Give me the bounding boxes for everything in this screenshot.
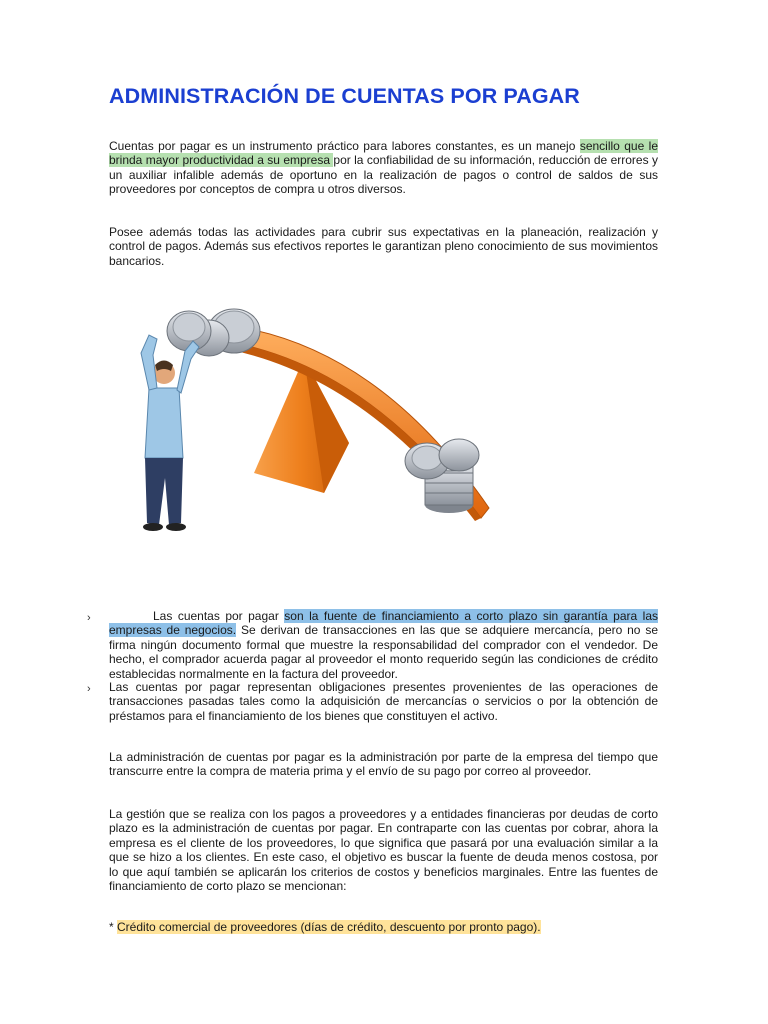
bullet-paragraph-2: Las cuentas por pagar representan obligaciones presentes provenientes de las operaciones de transacciones pasadas tales como la adquisición de mercancías o servicios o por la obtención de préstamos para el financiamiento de los bienes que constituyen el activo. <box>109 680 658 723</box>
highlight-green: sencillo que le brinda mayor productividad a su empresa <box>109 139 658 168</box>
list-item-credit <box>109 920 658 934</box>
paragraph-intro-text-a: Cuentas por pagar es un instrumento práctico para labores constantes, es un manejo <box>109 139 580 153</box>
highlight-yellow: Crédito comercial de proveedores (días de crédito, descuento por pronto pago). <box>117 920 541 934</box>
paragraph-intro <box>109 139 658 197</box>
bullet-paragraph-1 <box>109 609 658 681</box>
paragraph-intro-text-b: por la confiabilidad de su información, reducción de errores y un auxiliar infalible además de oportuno en la realización de pagos o control de saldos de sus proveedores por conceptos de compra u otros diversos. <box>109 153 658 197</box>
bullet-marker-1: › <box>87 612 91 624</box>
balance-illustration <box>109 293 498 553</box>
bullet-marker-2: › <box>87 683 91 695</box>
paragraph-definition: La administración de cuentas por pagar es la administración por parte de la empresa del tiempo que transcurre entre la compra de materia prima y el envío de su pago por correo al proveedor. <box>109 750 658 779</box>
paragraph-management: La gestión que se realiza con los pagos a proveedores y a entidades financieras por deudas de corto plazo es la administración de cuentas por pagar. En contraparte con las cuentas por cobrar, ahora la empresa es el cliente de los proveedores, lo que significa que pasará por una evaluación similar a la que se hizo a los clientes. En este caso, el objetivo es buscar la fuente de deuda menos costosa, por lo que aquí también se aplicarán los criterios de costos y beneficios marginales. Entre las fuentes de financiamiento de corto plazo se mencionan: <box>109 807 658 894</box>
bullet-1-text-a: Las cuentas por pagar <box>153 609 285 623</box>
highlight-blue: son la fuente de financiamiento a corto plazo sin garantía para las empresas de negocios. <box>109 609 658 638</box>
list-item-credit-prefix: * <box>109 920 118 934</box>
bullet-1-text-b: Se derivan de transacciones en las que se adquiere mercancía, pero no se firma ningún documento formal que muestre la responsabilidad del comprador con el vendedor. De hecho, el comprador acuerda pagar al proveedor el monto requerido según las condiciones de crédito establecidas normalmente en la factura del proveedor. <box>109 623 659 681</box>
paragraph-activities: Posee además todas las actividades para cubrir sus expectativas en la planeación, realización y control de pagos. Además sus efectivos reportes le garantizan pleno conocimiento de sus movimientos bancarios. <box>109 225 658 268</box>
page-title: ADMINISTRACIÓN DE CUENTAS POR PAGAR <box>109 84 580 108</box>
